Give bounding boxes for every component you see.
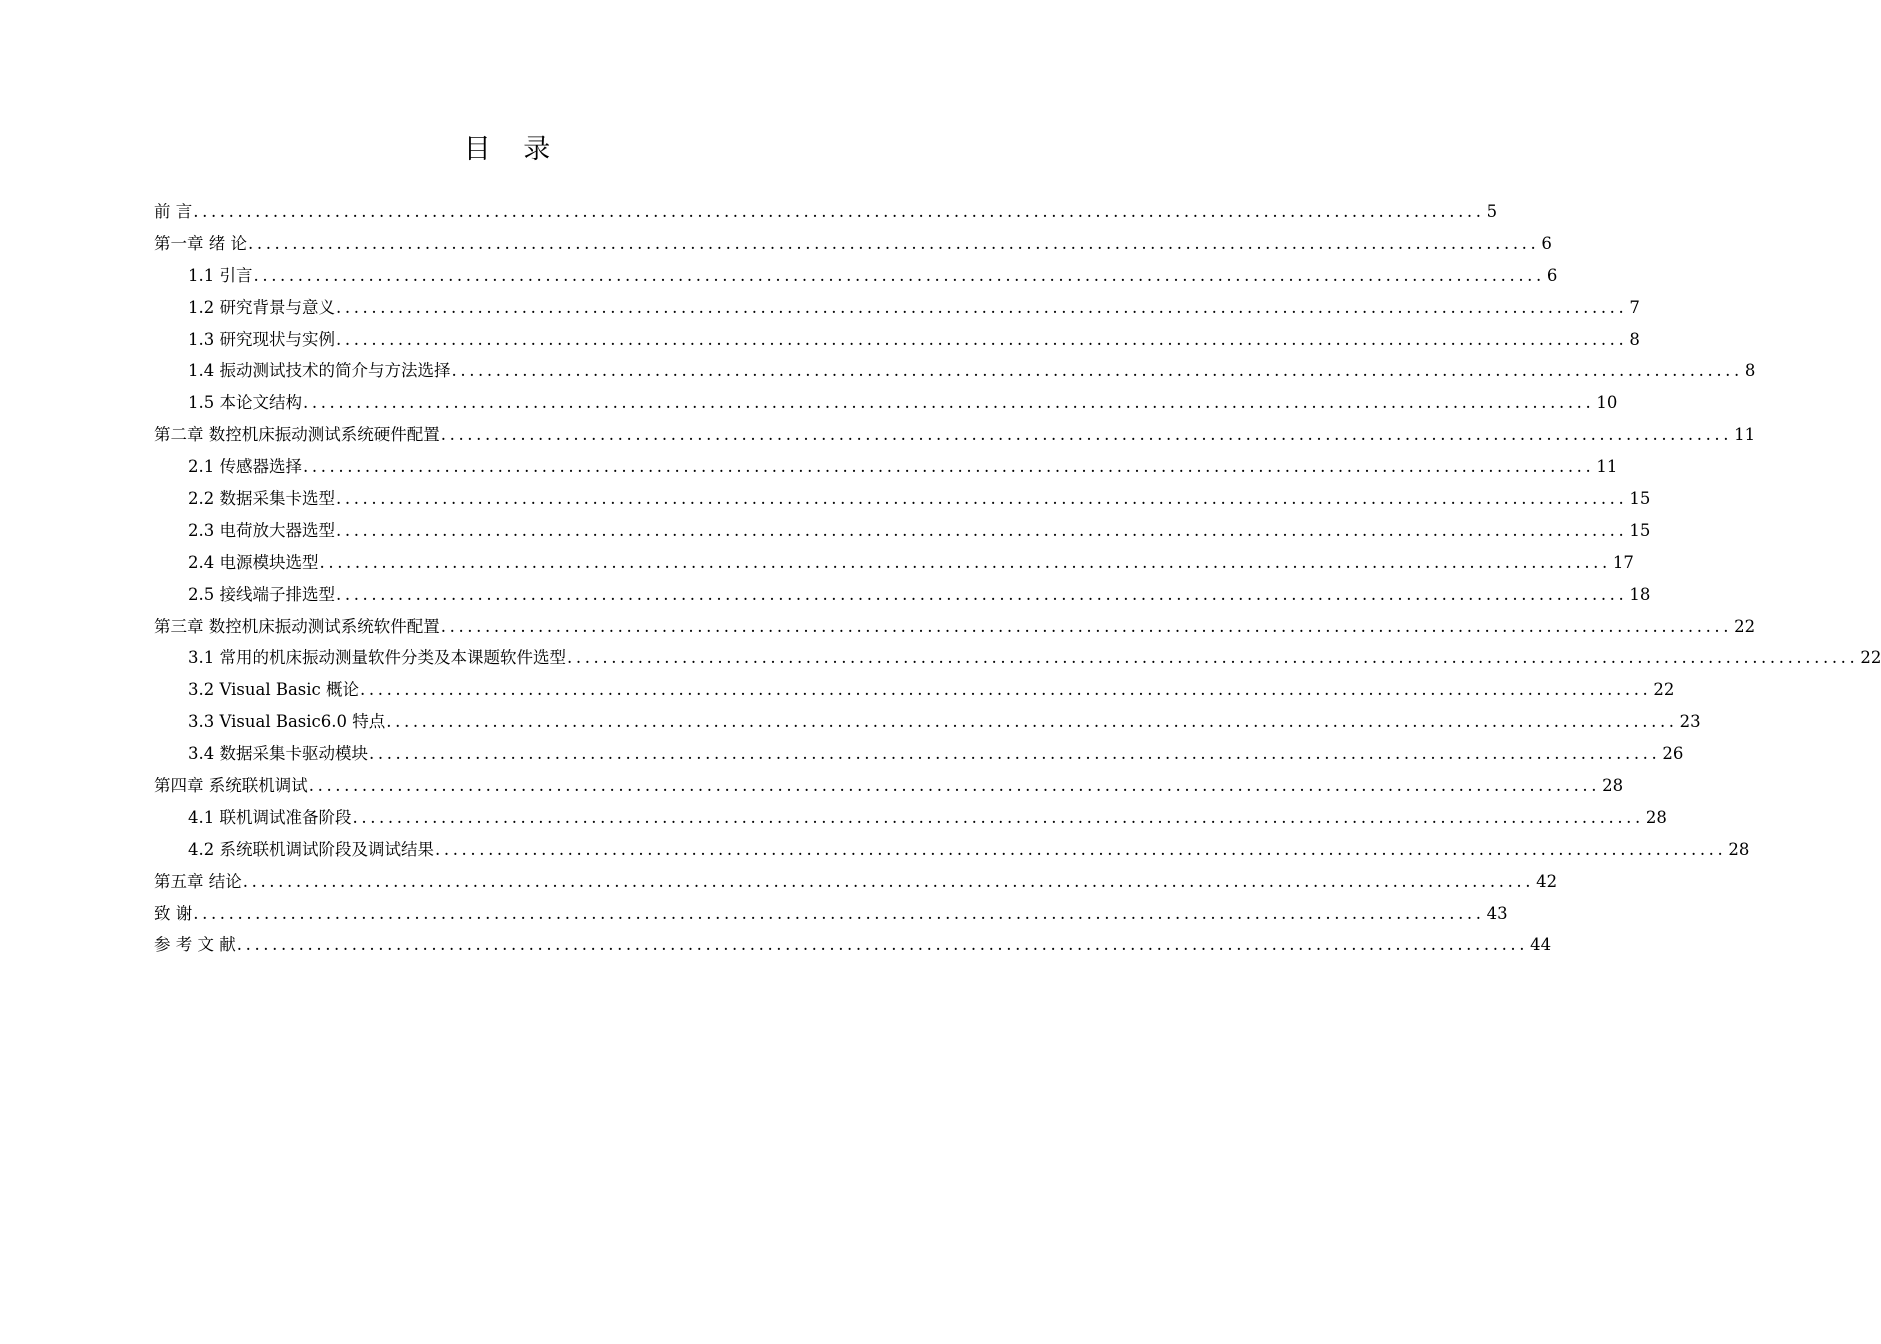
toc-page-number: 22 [1860, 648, 1881, 668]
toc-page-number: 42 [1536, 871, 1558, 891]
toc-entry-label: 第二章 数控机床振动测试系统硬件配置 [154, 425, 440, 445]
toc-dot-leader: .................................................................................................................................................. [360, 680, 1652, 700]
toc-entry-label: 3.3 Visual Basic6.0 特点 [188, 712, 386, 732]
toc-section-entry[interactable] [154, 292, 1640, 324]
toc-section-entry[interactable] [154, 547, 1634, 579]
toc-dot-leader: .................................................................................................................................................. [336, 520, 1628, 540]
table-of-contents [154, 196, 1881, 961]
toc-page-number: 15 [1629, 520, 1651, 540]
toc-dot-leader: .................................................................................................................................................. [440, 425, 1733, 445]
toc-dot-leader: .................................................................................................................................................. [248, 233, 1540, 253]
toc-dot-leader: .................................................................................................................................................. [352, 807, 1644, 827]
toc-dot-leader: .................................................................................................................................................. [319, 552, 1611, 572]
toc-dot-leader: .................................................................................................................................................. [336, 584, 1628, 604]
toc-entry-label: 1.3 研究现状与实例 [188, 329, 335, 349]
toc-entry-label: 2.2 数据采集卡选型 [188, 489, 335, 509]
toc-entry-label: 4.1 联机调试准备阶段 [188, 807, 352, 827]
toc-entry-label: 2.1 传感器选择 [188, 457, 302, 477]
toc-entry-label: 第三章 数控机床振动测试系统软件配置 [154, 616, 440, 636]
toc-page-number: 6 [1546, 265, 1558, 285]
toc-page-number: 23 [1679, 712, 1701, 732]
toc-entry-label: 2.3 电荷放大器选型 [188, 520, 335, 540]
toc-page-number: 28 [1728, 839, 1750, 859]
toc-page-number: 6 [1541, 233, 1552, 253]
toc-section-entry[interactable] [154, 706, 1701, 738]
toc-dot-leader: .................................................................................................................................................. [303, 457, 1595, 477]
toc-entry-label: 第四章 系统联机调试 [154, 776, 308, 796]
toc-dot-leader: .................................................................................................................................................. [369, 744, 1661, 764]
toc-dot-leader: .................................................................................................................................................. [193, 903, 1485, 923]
toc-section-entry[interactable] [154, 451, 1618, 483]
toc-chapter-entry[interactable] [154, 419, 1756, 451]
toc-section-entry[interactable] [154, 387, 1618, 419]
toc-entry-label: 1.4 振动测试技术的简介与方法选择 [188, 361, 451, 381]
toc-dot-leader: .................................................................................................................................................. [567, 648, 1859, 668]
toc-page-number: 11 [1734, 425, 1756, 445]
toc-chapter-entry[interactable] [154, 929, 1552, 961]
toc-dot-leader: .................................................................................................................................................. [236, 935, 1529, 955]
toc-entry-label: 参 考 文 献 [154, 935, 236, 955]
toc-page-number: 28 [1645, 807, 1667, 827]
toc-dot-leader: .................................................................................................................................................. [435, 839, 1727, 859]
toc-dot-leader: .................................................................................................................................................. [336, 297, 1628, 317]
toc-section-entry[interactable] [154, 834, 1750, 866]
toc-entry-label: 1.5 本论文结构 [188, 393, 302, 413]
toc-entry-label: 3.4 数据采集卡驱动模块 [188, 744, 368, 764]
toc-section-entry[interactable] [154, 802, 1667, 834]
toc-section-entry[interactable] [154, 579, 1651, 611]
toc-dot-leader: .................................................................................................................................................. [336, 329, 1628, 349]
toc-dot-leader: .................................................................................................................................................. [193, 202, 1485, 221]
toc-page-number: 18 [1629, 584, 1651, 604]
toc-page-number: 15 [1629, 489, 1651, 509]
toc-chapter-entry[interactable] [154, 866, 1558, 898]
toc-entry-label: 第一章 绪 论 [154, 233, 247, 253]
toc-page-number: 5 [1486, 202, 1498, 221]
toc-page-number: 10 [1596, 393, 1618, 413]
toc-page-number: 22 [1734, 616, 1756, 636]
toc-chapter-entry[interactable] [154, 228, 1552, 260]
toc-dot-leader: .................................................................................................................................................. [242, 871, 1535, 891]
toc-chapter-entry[interactable] [154, 770, 1624, 802]
toc-entry-label: 4.2 系统联机调试阶段及调试结果 [188, 839, 434, 859]
toc-page-number: 44 [1530, 935, 1552, 955]
toc-page-number: 8 [1744, 361, 1756, 381]
toc-section-entry[interactable] [154, 515, 1651, 547]
toc-section-entry[interactable] [154, 324, 1640, 356]
page-title: 目 录 [463, 134, 563, 165]
toc-chapter-entry[interactable] [154, 196, 1498, 228]
toc-page-number: 17 [1612, 552, 1634, 572]
toc-section-entry[interactable] [154, 738, 1684, 770]
toc-entry-label: 1.2 研究背景与意义 [188, 297, 335, 317]
toc-page-number: 28 [1602, 776, 1624, 796]
toc-dot-leader: .................................................................................................................................................. [440, 616, 1733, 636]
toc-entry-label: 3.2 Visual Basic 概论 [188, 680, 360, 700]
toc-section-entry[interactable] [154, 674, 1675, 706]
toc-dot-leader: .................................................................................................................................................. [303, 393, 1595, 413]
toc-section-entry[interactable] [154, 355, 1756, 387]
toc-entry-label: 前 言 [154, 202, 193, 221]
toc-entry-label: 第五章 结论 [154, 871, 242, 891]
toc-page-number: 8 [1629, 329, 1640, 349]
toc-dot-leader: .................................................................................................................................................. [451, 361, 1743, 381]
toc-page-number: 43 [1486, 903, 1508, 923]
toc-entry-label: 1.1 引言 [188, 265, 253, 285]
toc-section-entry[interactable] [154, 642, 1881, 674]
toc-dot-leader: .................................................................................................................................................. [308, 776, 1601, 796]
toc-page-number: 26 [1662, 744, 1684, 764]
toc-chapter-entry[interactable] [154, 611, 1756, 643]
toc-page-number: 22 [1653, 680, 1675, 700]
toc-dot-leader: .................................................................................................................................................. [336, 489, 1628, 509]
toc-page-number: 11 [1596, 457, 1618, 477]
toc-entry-label: 致 谢 [154, 903, 193, 923]
toc-dot-leader: .................................................................................................................................................. [253, 265, 1545, 285]
toc-page-number: 7 [1629, 297, 1640, 317]
toc-section-entry[interactable] [154, 483, 1651, 515]
toc-chapter-entry[interactable] [154, 898, 1508, 930]
toc-entry-label: 2.4 电源模块选型 [188, 552, 319, 572]
toc-dot-leader: .................................................................................................................................................. [386, 712, 1678, 732]
toc-entry-label: 2.5 接线端子排选型 [188, 584, 335, 604]
toc-entry-label: 3.1 常用的机床振动测量软件分类及本课题软件选型 [188, 648, 566, 668]
toc-section-entry[interactable] [154, 260, 1558, 292]
